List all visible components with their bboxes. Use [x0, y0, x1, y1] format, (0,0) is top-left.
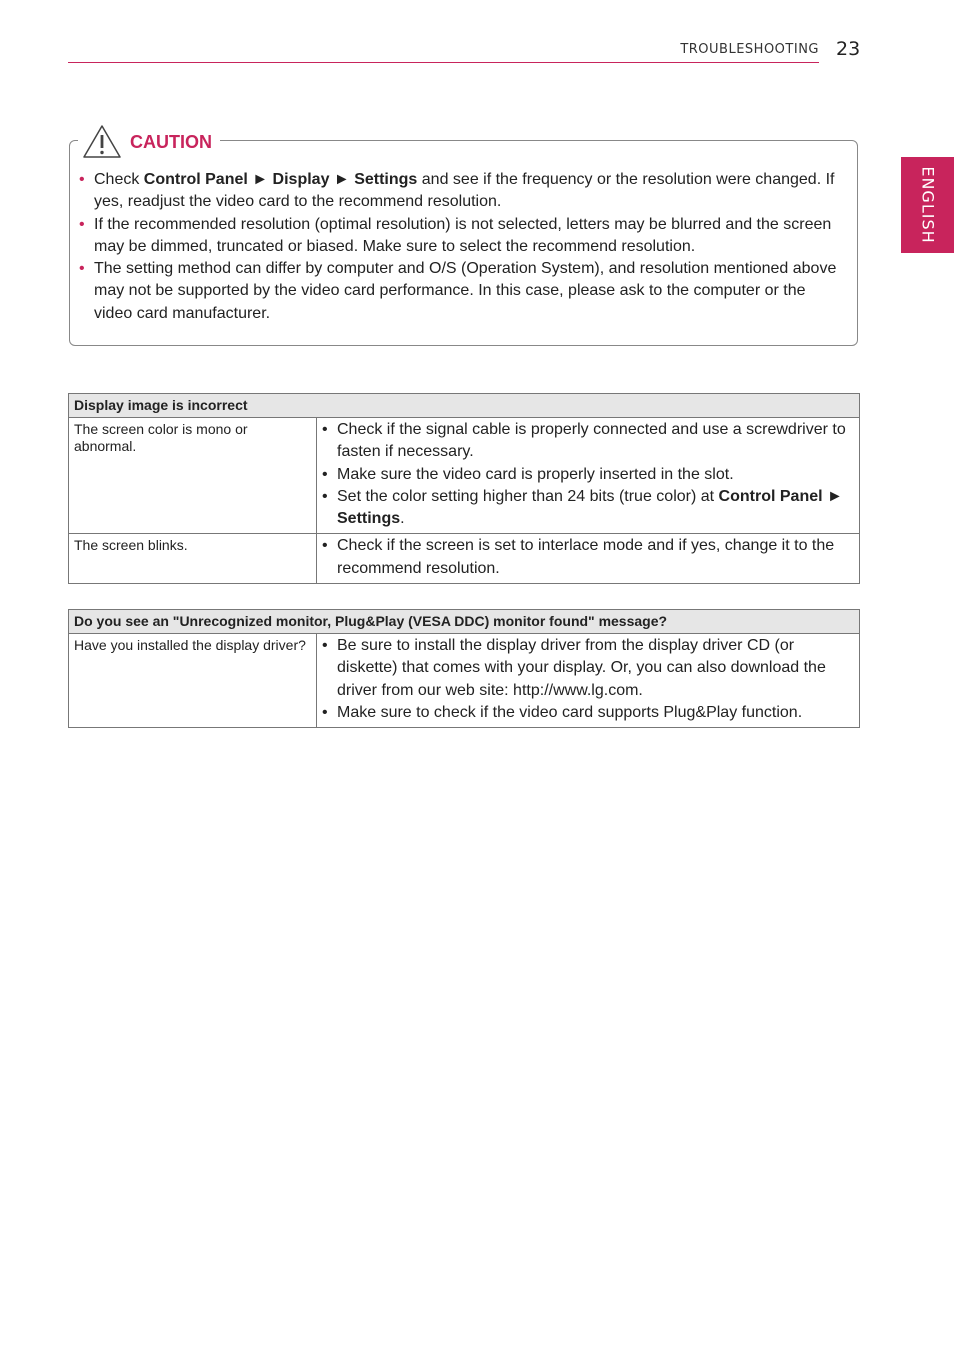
troubleshoot-table-unrecognized-monitor [68, 609, 860, 728]
table-row [69, 634, 860, 728]
table-row [69, 418, 860, 534]
solution-item: • Check if the screen is set to interlace mode and if yes, change it to the recommend resolution. [321, 535, 855, 580]
table-header: Display image is incorrect [69, 394, 860, 418]
problem-cell: The screen color is mono or abnormal. [69, 418, 317, 534]
solution-item: • Make sure the video card is properly inserted in the slot. [321, 464, 855, 486]
solution-text: Set the color setting higher than 24 bits (true color) at [337, 487, 719, 505]
caution-item-arrow: ► [247, 171, 273, 188]
solution-item [321, 486, 855, 531]
table-header-row [69, 610, 860, 634]
warning-triangle-icon [82, 124, 122, 160]
solution-list [321, 535, 855, 580]
solution-bold: ► Settings [337, 487, 843, 528]
caution-item [76, 169, 846, 214]
table-header-row [69, 394, 860, 418]
caution-item-bold: Display [272, 171, 330, 188]
header-section-title: TROUBLESHOOTING [680, 42, 819, 57]
caution-list [76, 169, 846, 325]
problem-cell: The screen blinks. [69, 534, 317, 584]
caution-title: CAUTION [130, 131, 212, 152]
solution-cell [317, 418, 860, 534]
problem-cell: Have you installed the display driver? [69, 634, 317, 728]
solution-item: • Check if the signal cable is properly connected and use a screwdriver to fasten if necessary. [321, 419, 855, 464]
solution-cell [317, 634, 860, 728]
page-number: 23 [836, 38, 861, 60]
troubleshoot-table-display-image [68, 393, 860, 584]
solution-list [321, 635, 855, 724]
table-row [69, 534, 860, 584]
caution-item: • If the recommended resolution (optimal resolution) is not selected, letters may be blurred and the screen may be dimmed, truncated or biased. Make sure to select the recommend resolution. [76, 214, 846, 259]
caution-item-bold: Control Panel [143, 171, 248, 188]
header-rule [68, 62, 819, 63]
solution-item: • Be sure to install the display driver from the display driver CD (or diskette) that comes with your display. Or, you can also download the driver from our web site: http://www.lg.com. [321, 635, 855, 702]
language-tab [901, 157, 954, 253]
caution-item-arrow: ► [329, 171, 355, 188]
solution-cell [317, 534, 860, 584]
caution-header [78, 124, 220, 160]
caution-item-bold: Settings [354, 171, 418, 188]
solution-text: . [400, 510, 405, 528]
caution-item: • The setting method can differ by computer and O/S (Operation System), and resolution mentioned above may not be supported by the video card performance. In this case, please ask to the computer or the video card manufacturer. [76, 258, 846, 325]
solution-bold: Control Panel [718, 487, 823, 505]
language-label: ENGLISH [918, 166, 937, 244]
table-header: Do you see an "Unrecognized monitor, Plug&Play (VESA DDC) monitor found" message? [69, 610, 860, 634]
caution-item-text: Check [94, 171, 144, 188]
caution-item-text: and see if the frequency or the resolution were changed. If yes, readjust the video card to the recommend resolution. [94, 171, 835, 211]
solution-list [321, 419, 855, 530]
solution-item: • Make sure to check if the video card supports Plug&Play function. [321, 702, 855, 724]
